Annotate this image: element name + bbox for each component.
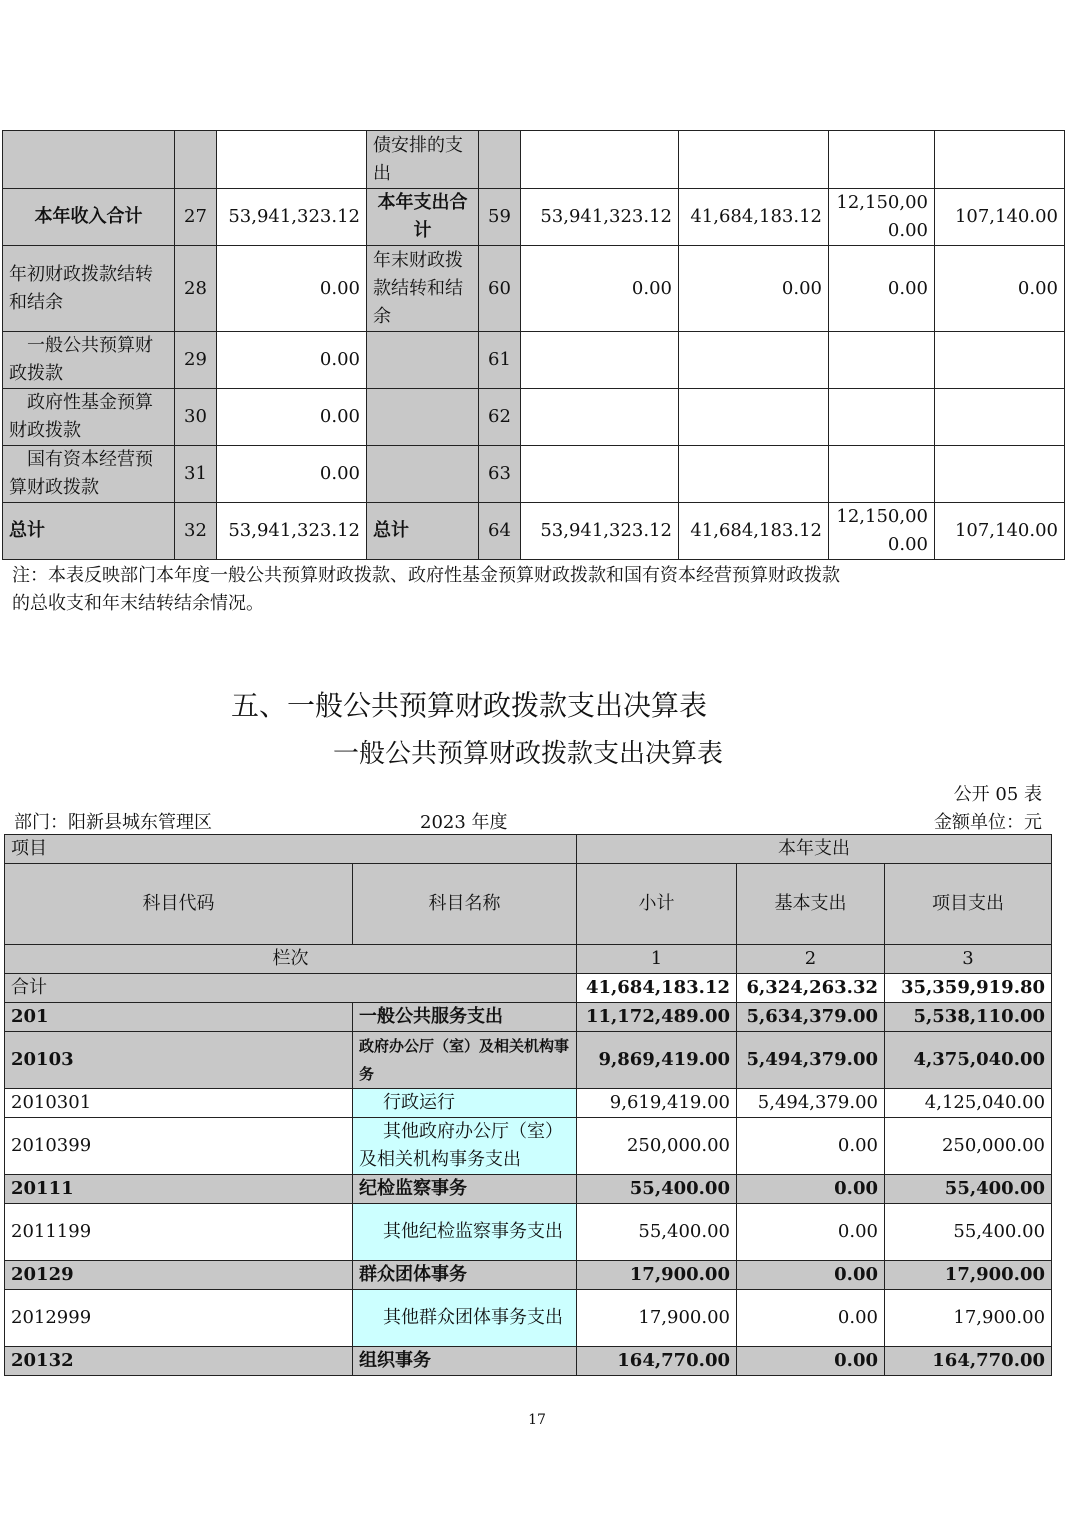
cell (679, 332, 829, 389)
cell (3, 131, 175, 189)
table-row (3, 446, 1065, 503)
subject-code: 2010399 (5, 1118, 353, 1175)
cell: 64 (479, 503, 521, 560)
subject-name: 组织事务 (353, 1347, 577, 1376)
header-name: 科目名称 (353, 864, 577, 945)
cell: 0.00 (935, 246, 1065, 332)
cell: 62 (479, 389, 521, 446)
cell: 本年收入合计 (3, 189, 175, 246)
subject-name: 政府办公厅（室）及相关机构事务 (353, 1032, 577, 1089)
cell: 53,941,323.12 (521, 189, 679, 246)
subject-code: 2010301 (5, 1089, 353, 1118)
project-expense: 55,400.00 (885, 1175, 1052, 1204)
cell: 107,140.00 (935, 189, 1065, 246)
cell: 107,140.00 (935, 503, 1065, 560)
project-expense: 164,770.00 (885, 1347, 1052, 1376)
subtotal: 55,400.00 (577, 1175, 737, 1204)
cell (935, 332, 1065, 389)
table-title: 一般公共预算财政拨款支出决算表 (332, 739, 723, 769)
cell (521, 446, 679, 503)
header-subtotal: 小计 (577, 864, 737, 945)
subtotal: 9,619,419.00 (577, 1089, 737, 1118)
project-expense: 250,000.00 (885, 1118, 1052, 1175)
row-label: 栏次 (5, 945, 577, 974)
header-basic: 基本支出 (737, 864, 885, 945)
cell (935, 131, 1065, 189)
cell: 61 (479, 332, 521, 389)
table-row (3, 246, 1065, 332)
cell: 总计 (367, 503, 479, 560)
note-line: 注：本表反映部门本年度一般公共预算财政拨款、政府性基金预算财政拨款和国有资本经营预算财政拨款 (12, 565, 840, 586)
department-label: 部门：阳新县城东管理区 (14, 812, 212, 833)
currency-unit: 金额单位：元 (934, 812, 1042, 833)
total-basic: 6,324,263.32 (737, 974, 885, 1003)
basic-expense: 5,494,379.00 (737, 1089, 885, 1118)
subject-name: 其他政府办公厅（室）及相关机构事务支出 (353, 1118, 577, 1175)
subject-code: 2011199 (5, 1204, 353, 1261)
subject-name: 行政运行 (353, 1089, 577, 1118)
total-project: 35,359,919.80 (885, 974, 1052, 1003)
table-row (3, 189, 1065, 246)
form-code: 公开 05 表 (953, 784, 1042, 805)
cell: 0.00 (217, 332, 367, 389)
column-number-row (5, 945, 1052, 974)
cell: 53,941,323.12 (217, 503, 367, 560)
col-number: 1 (577, 945, 737, 974)
income-expense-summary-table (2, 130, 1065, 560)
basic-expense: 5,634,379.00 (737, 1003, 885, 1032)
cell (175, 131, 217, 189)
cell: 63 (479, 446, 521, 503)
header-row (5, 835, 1052, 864)
table-row (5, 1118, 1052, 1175)
subject-name: 其他纪检监察事务支出 (353, 1204, 577, 1261)
table-row (5, 1089, 1052, 1118)
subject-code: 20129 (5, 1261, 353, 1290)
table-row (5, 1003, 1052, 1032)
cell (521, 131, 679, 189)
total-subtotal: 41,684,183.12 (577, 974, 737, 1003)
table-row (3, 332, 1065, 389)
cell: 29 (175, 332, 217, 389)
cell (829, 389, 935, 446)
cell (217, 131, 367, 189)
cell: 12,150,000.00 (829, 503, 935, 560)
cell: 53,941,323.12 (217, 189, 367, 246)
cell: 41,684,183.12 (679, 503, 829, 560)
note-line: 的总收支和年末结转结余情况。 (12, 593, 264, 614)
cell: 31 (175, 446, 217, 503)
header-code: 科目代码 (5, 864, 353, 945)
cell (367, 446, 479, 503)
basic-expense: 0.00 (737, 1204, 885, 1261)
subject-name: 一般公共服务支出 (353, 1003, 577, 1032)
header-project: 项目 (5, 835, 577, 864)
cell: 30 (175, 389, 217, 446)
cell: 53,941,323.12 (521, 503, 679, 560)
section-title: 五、一般公共预算财政拨款支出决算表 (230, 689, 707, 722)
subtotal: 55,400.00 (577, 1204, 737, 1261)
col-number: 2 (737, 945, 885, 974)
subtotal: 9,869,419.00 (577, 1032, 737, 1089)
subject-name: 其他群众团体事务支出 (353, 1290, 577, 1347)
subject-code: 20132 (5, 1347, 353, 1376)
col-number: 3 (885, 945, 1052, 974)
cell (935, 446, 1065, 503)
header-project-expense: 项目支出 (885, 864, 1052, 945)
cell: 27 (175, 189, 217, 246)
cell (829, 446, 935, 503)
table-row (3, 389, 1065, 446)
cell (829, 332, 935, 389)
cell: 政府性基金预算财政拨款 (3, 389, 175, 446)
cell: 12,150,000.00 (829, 189, 935, 246)
project-expense: 4,125,040.00 (885, 1089, 1052, 1118)
cell: 32 (175, 503, 217, 560)
cell: 国有资本经营预算财政拨款 (3, 446, 175, 503)
basic-expense: 0.00 (737, 1261, 885, 1290)
cell (679, 389, 829, 446)
table-row (3, 503, 1065, 560)
cell: 60 (479, 246, 521, 332)
cell (521, 389, 679, 446)
subtotal: 250,000.00 (577, 1118, 737, 1175)
cell: 一般公共预算财政拨款 (3, 332, 175, 389)
cell (521, 332, 679, 389)
subtotal: 11,172,489.00 (577, 1003, 737, 1032)
basic-expense: 5,494,379.00 (737, 1032, 885, 1089)
cell (829, 131, 935, 189)
subject-code: 201 (5, 1003, 353, 1032)
cell (679, 131, 829, 189)
table-row (5, 1204, 1052, 1261)
subject-code: 2012999 (5, 1290, 353, 1347)
project-expense: 5,538,110.00 (885, 1003, 1052, 1032)
project-expense: 55,400.00 (885, 1204, 1052, 1261)
cell: 59 (479, 189, 521, 246)
project-expense: 4,375,040.00 (885, 1032, 1052, 1089)
subtotal: 17,900.00 (577, 1290, 737, 1347)
fiscal-year: 2023 年度 (420, 812, 508, 833)
cell: 0.00 (217, 389, 367, 446)
cell: 本年支出合计 (367, 189, 479, 246)
cell: 0.00 (217, 446, 367, 503)
page-number: 17 (528, 1412, 546, 1428)
table-row (5, 1175, 1052, 1204)
subtotal: 164,770.00 (577, 1347, 737, 1376)
header-row (5, 864, 1052, 945)
cell: 0.00 (521, 246, 679, 332)
basic-expense: 0.00 (737, 1175, 885, 1204)
subject-code: 20103 (5, 1032, 353, 1089)
general-budget-expenditure-table (4, 834, 1052, 1376)
total-label: 合计 (5, 974, 577, 1003)
project-expense: 17,900.00 (885, 1261, 1052, 1290)
cell (935, 389, 1065, 446)
cell (367, 389, 479, 446)
cell (679, 446, 829, 503)
cell: 总计 (3, 503, 175, 560)
table-row (5, 1347, 1052, 1376)
basic-expense: 0.00 (737, 1347, 885, 1376)
basic-expense: 0.00 (737, 1290, 885, 1347)
table-row (5, 1290, 1052, 1347)
project-expense: 17,900.00 (885, 1290, 1052, 1347)
subject-name: 纪检监察事务 (353, 1175, 577, 1204)
cell (479, 131, 521, 189)
table-row (3, 131, 1065, 189)
cell: 年初财政拨款结转和结余 (3, 246, 175, 332)
total-row (5, 974, 1052, 1003)
cell: 28 (175, 246, 217, 332)
subject-code: 20111 (5, 1175, 353, 1204)
cell: 0.00 (217, 246, 367, 332)
basic-expense: 0.00 (737, 1118, 885, 1175)
subject-name: 群众团体事务 (353, 1261, 577, 1290)
header-current-expense: 本年支出 (577, 835, 1052, 864)
subtotal: 17,900.00 (577, 1261, 737, 1290)
table-row (5, 1261, 1052, 1290)
cell: 41,684,183.12 (679, 189, 829, 246)
table-row (5, 1032, 1052, 1089)
cell: 0.00 (829, 246, 935, 332)
cell: 年末财政拨款结转和结余 (367, 246, 479, 332)
cell: 0.00 (679, 246, 829, 332)
table-note (12, 562, 1052, 618)
cell: 债安排的支出 (367, 131, 479, 189)
cell (367, 332, 479, 389)
